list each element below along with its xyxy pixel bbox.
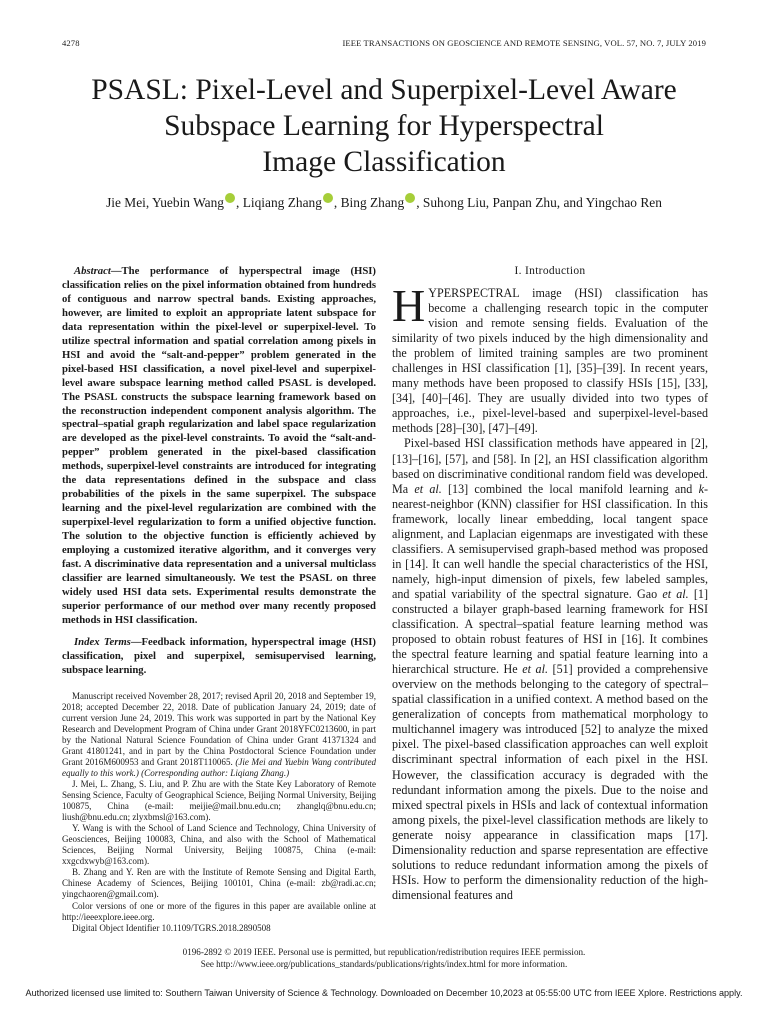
author-names: , Bing Zhang <box>333 195 405 210</box>
copyright-line: 0196-2892 © 2019 IEEE. Personal use is permitted, but republication/redistribution requires IEEE permission. <box>182 947 586 957</box>
author-names: , Suhong Liu, Panpan Zhu, and Yingchao Ren <box>416 195 662 210</box>
abstract <box>62 265 376 628</box>
footnotes <box>62 691 376 934</box>
title-line-3: Image Classification <box>262 146 506 178</box>
left-column <box>62 265 376 934</box>
section-heading: I. Introduction <box>514 265 586 277</box>
copyright-rights-link[interactable]: See http://www.ieee.org/publications_standards/publications/rights/index.html for more information. <box>200 959 568 970</box>
intro-paragraph-2 <box>392 436 708 902</box>
paragraph-text: Pixel-based HSI classification methods have appeared in [2], [13]–[16], [57], and [58]. In [2], an HSI classification algorithm based on discriminative conditional random field was developed. Ma <box>392 436 708 496</box>
footnote-affiliation: J. Mei, L. Zhang, S. Liu, and P. Zhu are with the State Key Laboratory of Remote Sensing Science, Faculty of Geographical Science, Beijing Normal University, Beijing 100875, China (e-mail: meijie@mail.bnu.edu.cn; zhanglq@bnu.edu.cn; liush@bnu.edu.cn; zlyxbmsl@163.com). <box>62 779 376 823</box>
orcid-icon[interactable] <box>323 193 333 203</box>
page-number: 4278 <box>62 38 80 48</box>
paragraph-italic: et al. <box>662 586 689 601</box>
paragraph-italic: et al. <box>414 481 442 496</box>
paper-title <box>40 72 728 180</box>
footnote-text: Manuscript received November 28, 2017; revised April 20, 2018 and September 19, 2018; accepted December 22, 2018. Date of publication January 24, 2019; date of current version June 24, 2019. This work was supported in part by the National Key Research and Development Program of China under Grant 2018YFC0213600, in part by the National Natural Science Foundation of China under Grant 41371324 and Grant 41801241, and in part by the China Postdoctoral Science Foundation under Grant 2016M600953 and Grant 2018T110065. <box>62 690 377 767</box>
footnote-affiliation: Y. Wang is with the School of Land Science and Technology, China University of Geosciences, Beijing 100083, China, and also with the School of Mathematical Sciences, Beijing Normal University, Beijing 100875, China (e-mail: xxgcdxwyb@163.com). <box>62 823 376 867</box>
paragraph-text: [51] provided a comprehensive overview on the methods belonging to the category of spectral–spatial classification in a unified context. A method based on the generalization of concepts from mathematical morphology to multichannel imagery was introduced [52] to analyze the mixed pixel. The pixel-based classification approaches can well exploit discriminant spectral information of each pixel in the HSI. However, the classification accuracy is degraded with the redundant information among the pixels. Due to the noise and mixed spectral pixels in HSIs and lack of contextual information among pixels, the pixel-level classification methods are likely to generate noisy appearance in classification maps [17]. Dimensionality reduction and sparse representation are effective solutions to reduce redundant information among the pixels of HSIs. How to perform the dimensionality reduction of the high-dimensional features and <box>392 662 708 902</box>
paragraph-italic: et al. <box>522 662 548 677</box>
abstract-text: —The performance of hyperspectral image (HSI) classification relies on the pixel information obtained from hundreds of contiguous and narrow spectral bands. Existing approaches, however, are limited to exploit an appropriate latent subspace for data representation within the pixel-level or superpixel-level. To utilize spectral information and spatial correlation among pixels in HSI and avoid the “salt-and-pepper” problem generated in the pixel-based HSI classification, a novel pixel-level and superpixel-level aware subspace learning method called PSASL is developed. The PSASL constructs the subspace learning framework based on the reconstruction independent component analysis algorithm. The spectral–spatial graph regularization and label space regularization are developed as the pixel-level constraints. To avoid the “salt-and-pepper” problem generated in the pixel-based classification methods, superpixel-level constraints are introduced for integrating the data representations defined in the subspace and class probabilities of the pixels in the same superpixel. The subspace learning and the pixel-level regularization are combined with the superpixel-level regularization to form a unified objective function. The solution to the objective function is efficiently achieved by employing a customized iterative algorithm, and it converges very fast. A discriminative data representation and a universal multiclass classifier are learned simultaneously. We test the PSASL on three widely used HSI data sets. Experimental results demonstrate the superior performance of our method over many recently proposed methods in HSI classification. <box>62 265 376 626</box>
index-terms-text: —Feedback information, hyperspectral image (HSI) classification, pixel and superpixel, semisupervised learning, subspace learning. <box>62 635 376 676</box>
drop-cap: H <box>392 280 426 331</box>
copyright-notice <box>62 946 706 971</box>
title-line-1: PSASL: Pixel-Level and Superpixel-Level Aware <box>91 74 677 106</box>
index-terms-label: Index Terms <box>74 635 131 648</box>
footnote-manuscript <box>62 691 376 779</box>
orcid-icon[interactable] <box>225 193 235 203</box>
orcid-icon[interactable] <box>405 193 415 203</box>
author-names: , Liqiang Zhang <box>236 195 322 210</box>
paragraph-text: [1] constructed a bilayer graph-based learning framework for HSI classification. A spectral–spatial feature learning method was proposed to obtain robust features of HSI in [16]. It combines the spectral feature learning and spatial feature learning into a hierarchical structure. He <box>392 586 709 677</box>
author-list <box>40 193 728 211</box>
footnote-doi: Digital Object Identifier 10.1109/TGRS.2018.2890508 <box>72 922 271 933</box>
paragraph-text: YPERSPECTRAL image (HSI) classification has become a challenging research topic in the computer vision and remote sensing fields. Evaluation of the similarity of two pixels induced by the high dimensionality and the problem of limited training samples are two prominent challenges in HSI classification [1], [35]–[39]. In recent years, many methods have been proposed to classify HSIs [15], [33], [34], [40]–[46]. They are usually divided into two types of approaches, i.e., pixel-level-based and superpixel-level-based methods [28]–[30], [47]–[49]. <box>392 286 708 436</box>
footnote-color-note: Color versions of one or more of the figures in this paper are available online at http://ieeexplore.ieee.org. <box>62 900 376 922</box>
abstract-label: Abstract <box>74 265 111 277</box>
license-notice: Authorized licensed use limited to: Southern Taiwan University of Science & Technology. Downloaded on December 10,2023 at 05:55:00 UTC from IEEE Xplore. Restrictions apply. <box>25 988 743 998</box>
paragraph-italic: k <box>698 481 704 496</box>
journal-header: IEEE TRANSACTIONS ON GEOSCIENCE AND REMOTE SENSING, VOL. 57, NO. 7, JULY 2019 <box>342 38 706 48</box>
footnote-contribution: (Jie Mei and Yuebin Wang contributed equally to this work.) (Corresponding author: Liqiang Zhang.) <box>62 756 376 778</box>
title-line-2: Subspace Learning for Hyperspectral <box>164 110 604 142</box>
right-column <box>392 265 708 903</box>
author-names: Jie Mei, Yuebin Wang <box>106 195 224 210</box>
index-terms <box>62 636 376 678</box>
footnote-affiliation: B. Zhang and Y. Ren are with the Institute of Remote Sensing and Digital Earth, Chinese Academy of Sciences, Beijing 100101, China (e-mail: zb@radi.ac.cn; yingchaoren@gmail.com). <box>62 867 376 900</box>
paragraph-text: [13] combined the local manifold learning and <box>441 481 699 496</box>
intro-paragraph-1 <box>392 280 708 436</box>
paragraph-text: -nearest-neighbor (KNN) classifier for HSI classification. In this framework, locally linear embedding, local tangent space alignment, and Laplacian eigenmaps are investigated with these classifiers. A semisupervised graph-based method was proposed in [14]. It can well handle the special characteristics of the HSI, namely, high-input dimension of pixels, few labeled samples, and spatial variability of the spectral signature. Gao <box>392 481 708 601</box>
